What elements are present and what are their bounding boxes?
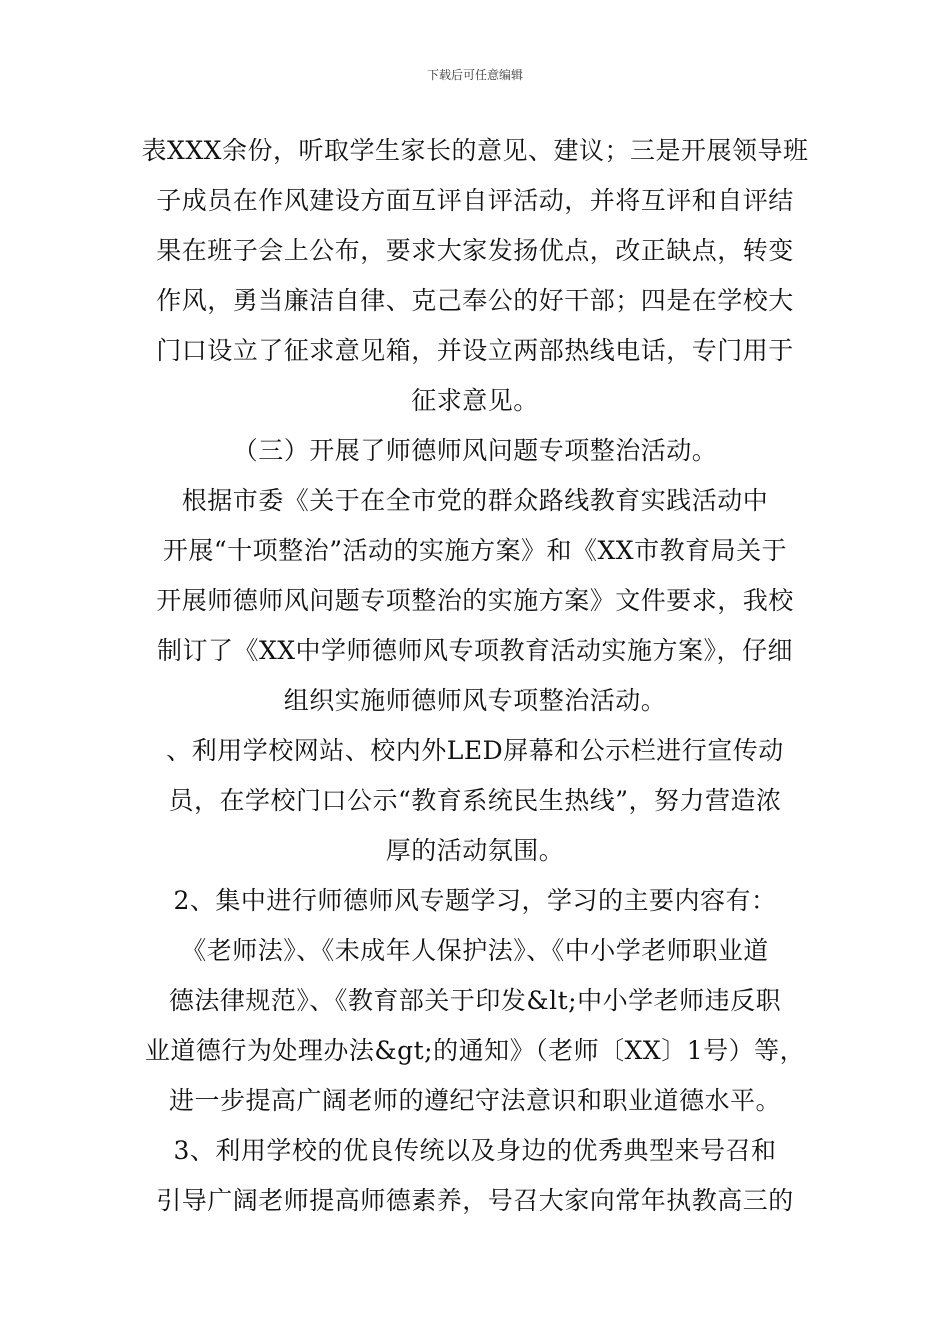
section-heading: （三）开展了师德师风问题专项整治活动。	[232, 436, 718, 465]
body-line: 业道德行为处理办法&gt;的通知》（老师〔XX〕1号）等，	[144, 1036, 806, 1065]
page-header: 下载后可任意编辑	[426, 68, 523, 82]
body-line: 3、利用学校的优良传统以及身边的优秀典型来号召和	[173, 1136, 777, 1165]
body-line: 开展师德师风问题专项整治的实施方案》文件要求，我校	[156, 586, 794, 615]
body-line: 进一步提高广阔老师的遵纪守法意识和职业道德水平。	[168, 1086, 781, 1115]
body-line: 2、集中进行师德师风专题学习，学习的主要内容有：	[173, 886, 777, 915]
body-line: 开展“十项整治”活动的实施方案》和《XX市教育局关于	[162, 536, 788, 565]
body-line: 制订了《XX中学师德师风专项教育活动实施方案》，仔细	[156, 636, 794, 665]
body-line: 根据市委《关于在全市党的群众路线教育实践活动中	[181, 486, 769, 515]
body-line: 、利用学校网站、校内外LED屏幕和公示栏进行宣传动	[166, 736, 784, 765]
body-line: 子成员在作风建设方面互评自评活动，并将互评和自评结	[156, 186, 794, 215]
body-line: 德法律规范》、《教育部关于印发&lt;中小学老师违反职	[168, 986, 782, 1015]
body-line: 组织实施师德师风专项整治活动。	[283, 686, 667, 715]
body-line: 厚的活动氛围。	[385, 836, 565, 865]
body-line: 征求意见。	[411, 386, 539, 415]
body-line: 引导广阔老师提高师德素养，号召大家向常年执教高三的	[156, 1186, 794, 1215]
body-line: 果在班子会上公布，要求大家发扬优点，改正缺点，转变	[156, 236, 794, 265]
body-line: 员，在学校门口公示“教育系统民生热线”，努力营造浓	[168, 786, 782, 815]
body-line: 门口设立了征求意见箱，并设立两部热线电话，专门用于	[156, 336, 794, 365]
body-line: 《老师法》、《未成年人保护法》、《中小学老师职业道	[181, 936, 769, 965]
body-line: 作风，勇当廉洁自律、克己奉公的好干部；四是在学校大	[156, 286, 794, 315]
body-line: 表XXX余份，听取学生家长的意见、建议；三是开展领导班	[141, 136, 809, 165]
